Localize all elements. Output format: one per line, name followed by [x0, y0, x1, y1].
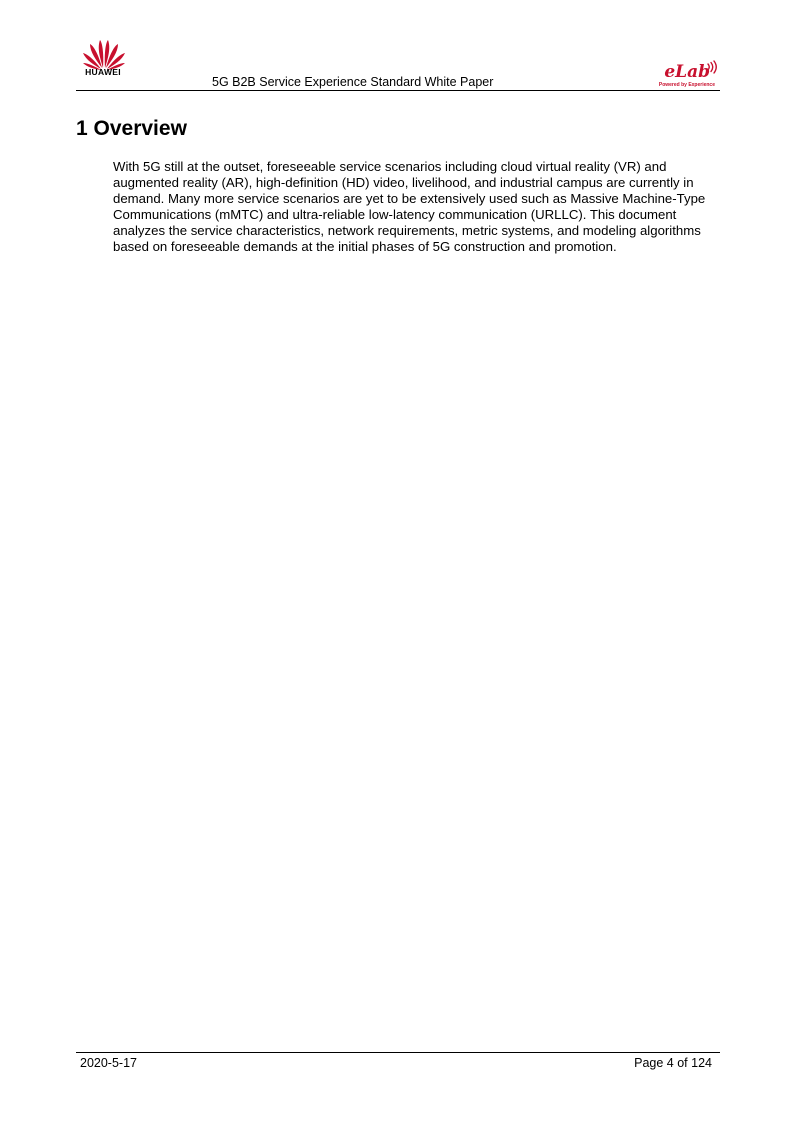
elab-tagline: Powered by Experience: [658, 82, 715, 88]
signal-waves-icon: [706, 60, 718, 74]
footer-date: 2020-5-17: [80, 1056, 137, 1070]
footer-page-number: Page 4 of 124: [634, 1056, 712, 1070]
page-header: [76, 36, 720, 92]
footer-divider: [76, 1052, 720, 1053]
huawei-logo-text: HUAWEI: [85, 67, 121, 77]
overview-paragraph: With 5G still at the outset, foreseeable service scenarios including cloud virtual reality (VR) and augmented reality (AR), high-definition (HD) video, livelihood, and industrial campus are currently in demand. Many more service scenarios are yet to be extensively used such as Massive Machine-Type Communications (mMTC) and ultra-reliable low-latency communication (URLLC). This document analyzes the service characteristics, network requirements, metric systems, and modeling algorithms based on foreseeable demands at the initial phases of 5G construction and promotion.: [113, 159, 706, 255]
header-divider: [76, 90, 720, 91]
chapter-heading: 1 Overview: [76, 117, 187, 140]
huawei-logo-icon: [80, 38, 128, 84]
elab-logo: [654, 62, 718, 90]
header-document-title: 5G B2B Service Experience Standard White Paper: [212, 75, 494, 89]
elab-logo-text: eLab: [664, 62, 710, 82]
